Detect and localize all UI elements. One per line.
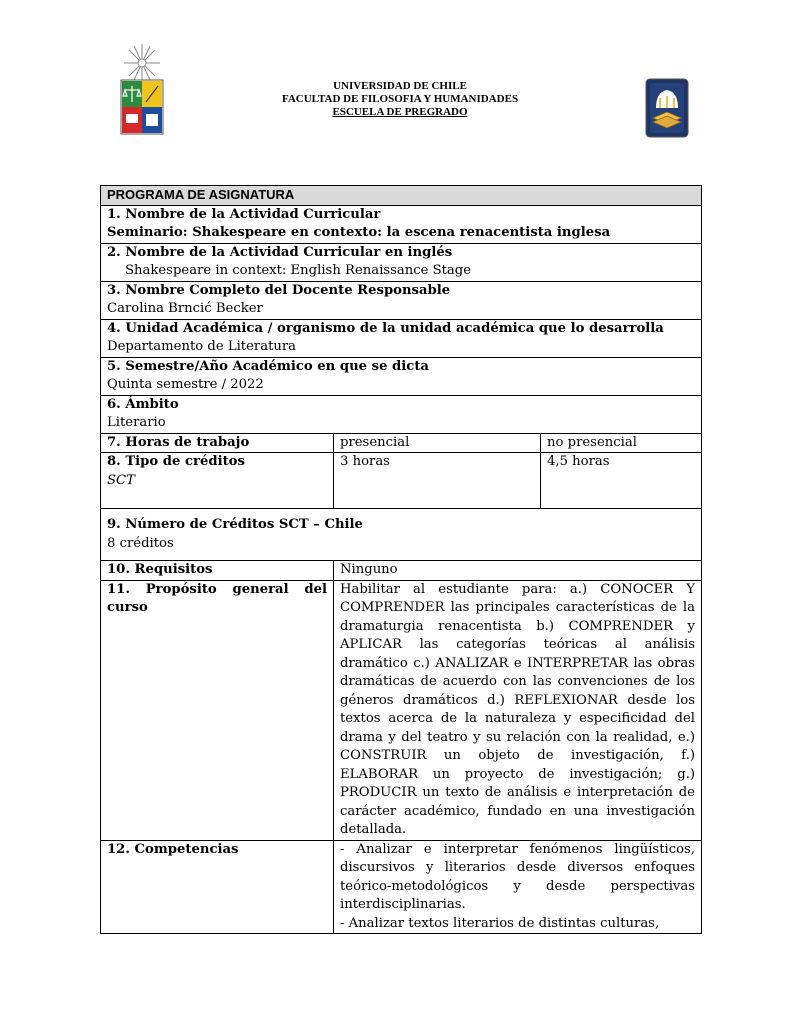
section-8 (101, 453, 334, 509)
section-11-value: Habilitar al estudiante para: a.) CONOCER Y COMPRENDER las principales características de la dramaturgia renacentista b.) COMPRENDER y APLICAR las categorías teóricas al análisis dramático c.) ANALIZAR e INTERPRETAR las obras dramáticas de acuerdo con las convenciones de los géneros dramáticos d.) REFLEXIONAR desde los textos acerca de la naturaleza y especificidad del drama y del teatro y su relación con la realidad, e.) CONSTRUIR un objeto de investigación, f.) ELABORAR un proyecto de investigación; g.) PRODUCIR un texto de análisis e interpretación de carácter académico, fundado en una investigación detallada. (334, 580, 702, 840)
section-1-label: 1. Nombre de la Actividad Curricular (107, 206, 381, 222)
section-9-label: 9. Número de Créditos SCT – Chile (107, 517, 363, 532)
section-4-label: 4. Unidad Académica / organismo de la unidad académica que lo desarrolla (107, 320, 664, 336)
section-8-presencial-hours: 3 horas (334, 453, 541, 509)
section-6-value: Literario (107, 415, 166, 430)
section-3 (101, 281, 702, 319)
section-1-value: Seminario: Shakespeare en contexto: la escena renacentista inglesa (107, 225, 611, 240)
section-3-value: Carolina Brncić Becker (107, 301, 263, 316)
table-title: PROGRAMA DE ASIGNATURA (101, 186, 702, 206)
section-12-value (334, 840, 702, 934)
section-5 (101, 357, 702, 395)
section-6-label: 6. Ámbito (107, 396, 179, 412)
section-12-label: 12. Competencias (101, 840, 334, 934)
section-11-label: 11. Propósito general del curso (101, 580, 334, 840)
section-8-label: 8. Tipo de créditos (107, 454, 245, 469)
competency-item: - Analizar e interpretar fenómenos lingüísticos, discursivos y literarios desde diversos enfoques teórico-metodológicos y desde perspectivas interdisciplinarias. (340, 841, 695, 912)
school-name: ESCUELA DE PREGRADO (332, 106, 468, 118)
section-9 (101, 509, 702, 561)
program-table (100, 185, 702, 934)
section-4 (101, 319, 702, 357)
section-7-no-presencial-header: no presencial (541, 433, 702, 453)
universidad-de-chile-crest-logo (112, 42, 172, 138)
section-2 (101, 243, 702, 281)
section-2-value: Shakespeare in context: English Renaissance Stage (125, 263, 472, 278)
section-4-value: Departamento de Literatura (107, 339, 297, 354)
competency-item: - Analizar textos literarios de distintas culturas, (340, 915, 660, 931)
faculty-name: FACULTAD DE FILOSOFIA Y HUMANIDADES (281, 93, 519, 105)
section-2-label: 2. Nombre de la Actividad Curricular en inglés (107, 244, 453, 260)
section-10-value: Ninguno (334, 561, 702, 581)
section-9-value: 8 créditos (107, 535, 174, 551)
section-5-label: 5. Semestre/Año Académico en que se dicta (107, 358, 429, 374)
section-8-sub: SCT (107, 472, 135, 488)
section-10-label: 10. Requisitos (101, 561, 334, 581)
section-8-no-presencial-hours: 4,5 horas (541, 453, 702, 509)
section-6 (101, 395, 702, 433)
university-name: UNIVERSIDAD DE CHILE (333, 80, 467, 92)
section-1 (101, 205, 702, 243)
section-7-presencial-header: presencial (334, 433, 541, 453)
section-7-label: 7. Horas de trabajo (101, 433, 334, 453)
section-5-value: Quinta semestre / 2022 (107, 377, 264, 392)
institution-header (200, 80, 600, 119)
faculty-emblem-logo (645, 78, 689, 138)
section-3-label: 3. Nombre Completo del Docente Responsable (107, 282, 451, 298)
